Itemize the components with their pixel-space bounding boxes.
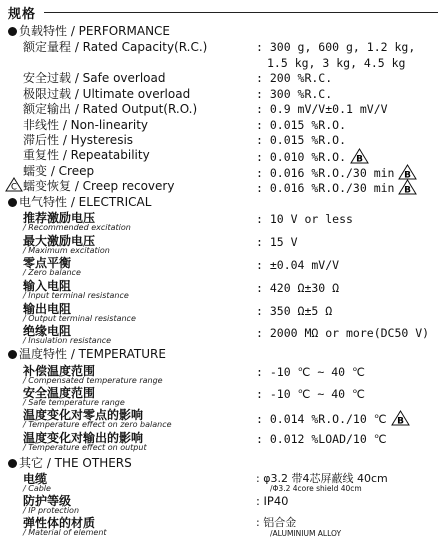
- row-non-linearity-label: 非线性 / Non-linearity: [23, 118, 149, 132]
- row-maximum-excitation-value: : 15 V: [256, 235, 298, 249]
- row-output-resistance-sub: / Output terminal resistance: [23, 314, 136, 323]
- svg-text:B: B: [356, 154, 363, 164]
- row-ip-sub: / IP protection: [23, 506, 80, 515]
- row-compensated-temp-label: 补偿温度范围: [23, 364, 96, 378]
- value-text: : 0.016 %R.O./30 min: [256, 181, 395, 195]
- row-rated-capacity-label: 额定量程 / Rated Capacity(R.C.): [23, 40, 208, 54]
- row-compensated-temp-sub: / Compensated temperature range: [23, 376, 163, 385]
- row-hysteresis-label: 滞后性 / Hysteresis: [23, 133, 134, 147]
- row-ultimate-overload-value: : 300 %R.C.: [256, 87, 333, 101]
- section-performance: [8, 23, 170, 39]
- row-insulation-resistance-label: 绝缘电阻: [23, 324, 72, 338]
- spec-header: [8, 2, 438, 22]
- row-safe-temp-sub: / Safe temperature range: [23, 398, 125, 407]
- value-text: : 0.014 %R.O./10 ℃: [256, 412, 387, 426]
- row-material-label: 弹性体的材质: [23, 516, 96, 530]
- spec-title: 规格: [8, 7, 37, 22]
- bullet-icon: [8, 198, 17, 207]
- value-text: : 0.016 %R.O./30 min: [256, 166, 395, 180]
- row-cable-value: : φ3.2 带4芯屏蔽线 40cm: [256, 472, 388, 485]
- section-title: 负载特性 / PERFORMANCE: [19, 24, 171, 38]
- row-non-linearity-value: : 0.015 %R.O.: [256, 118, 347, 132]
- row-recommended-excitation-label: 推荐激励电压: [23, 211, 96, 225]
- section-temperature: [8, 346, 166, 362]
- row-material-value: : 铝合金: [256, 516, 297, 529]
- triangle-marker-icon: [398, 179, 417, 195]
- svg-text:B: B: [404, 185, 412, 195]
- title-rule: [44, 12, 438, 13]
- row-rated-output-value: : 0.9 mV/V±0.1 mV/V: [256, 102, 388, 116]
- row-insulation-resistance-value: : 2000 MΩ or more(DC50 V): [256, 326, 430, 340]
- row-repeatability-label: 重复性 / Repeatability: [23, 148, 150, 162]
- row-temp-zero-label: 温度变化对零点的影响: [23, 408, 144, 422]
- row-material-value-sub: /ALUMINIUM ALLOY: [270, 529, 342, 538]
- triangle-marker-icon: [398, 164, 417, 180]
- row-temp-output-sub: / Temperature effect on output: [23, 443, 147, 452]
- row-insulation-resistance-sub: / Insulation resistance: [23, 336, 112, 345]
- triangle-marker-left-icon: [5, 177, 23, 192]
- row-safe-overload-value: : 200 %R.C.: [256, 71, 333, 85]
- section-title: 温度特性 / TEMPERATURE: [19, 347, 166, 361]
- triangle-marker-icon: [391, 410, 410, 426]
- row-material-sub: / Material of element: [23, 528, 107, 537]
- bullet-icon: [8, 27, 17, 36]
- row-compensated-temp-value: : -10 ℃ ~ 40 ℃: [256, 365, 365, 379]
- section-title: 其它 / THE OTHERS: [19, 456, 132, 470]
- row-ip-label: 防护等级: [23, 494, 72, 508]
- row-cable-label: 电缆: [23, 472, 48, 486]
- row-safe-temp-label: 安全温度范围: [23, 386, 96, 400]
- row-temp-zero-sub: / Temperature effect on zero balance: [23, 420, 172, 429]
- svg-text:B: B: [396, 416, 404, 426]
- row-cable-value-sub: /Φ3.2 4core shield 40cm: [270, 484, 362, 493]
- row-cable-sub: / Cable: [23, 484, 51, 493]
- row-repeatability-value: [256, 148, 369, 165]
- svg-text:B: B: [404, 170, 412, 180]
- row-temp-output-label: 温度变化对输出的影响: [23, 431, 144, 445]
- triangle-marker-icon: [350, 148, 369, 164]
- row-zero-balance-label: 零点平衡: [23, 256, 72, 270]
- row-recommended-excitation-sub: / Recommended excitation: [23, 223, 131, 232]
- row-input-resistance-label: 输入电阻: [23, 279, 72, 293]
- row-recommended-excitation-value: : 10 V or less: [256, 212, 353, 226]
- section-title: 电气特性 / ELECTRICAL: [19, 195, 152, 209]
- row-zero-balance-value: : ±0.04 mV/V: [256, 258, 340, 272]
- row-creep-label: 蠕变 / Creep: [23, 164, 95, 178]
- section-others: [8, 455, 132, 471]
- row-maximum-excitation-label: 最大激励电压: [23, 234, 96, 248]
- row-rated-capacity-value-2: 1.5 kg, 3 kg, 4.5 kg: [267, 56, 406, 70]
- row-creep-recovery-label: 蠕变恢复 / Creep recovery: [23, 179, 175, 193]
- row-creep-recovery-value: [256, 179, 417, 196]
- row-temp-output-value: : 0.012 %LOAD/10 ℃: [256, 432, 387, 446]
- row-ultimate-overload-label: 极限过载 / Ultimate overload: [23, 87, 191, 101]
- svg-text:C: C: [11, 182, 17, 192]
- value-text: : 0.010 %R.O.: [256, 150, 347, 164]
- row-rated-capacity-value: : 300 g, 600 g, 1.2 kg,: [256, 40, 416, 54]
- bullet-icon: [8, 459, 17, 468]
- row-temp-zero-value: [256, 410, 410, 427]
- row-ip-value: : IP40: [256, 494, 289, 508]
- row-hysteresis-value: : 0.015 %R.O.: [256, 133, 347, 147]
- section-electrical: [8, 194, 151, 210]
- row-safe-temp-value: : -10 ℃ ~ 40 ℃: [256, 387, 365, 401]
- row-output-resistance-value: : 350 Ω±5 Ω: [256, 304, 333, 318]
- row-input-resistance-sub: / Input terminal resistance: [23, 291, 129, 300]
- row-safe-overload-label: 安全过载 / Safe overload: [23, 71, 166, 85]
- row-input-resistance-value: : 420 Ω±30 Ω: [256, 281, 340, 295]
- row-maximum-excitation-sub: / Maximum excitation: [23, 246, 110, 255]
- row-output-resistance-label: 输出电阻: [23, 302, 72, 316]
- row-rated-output-label: 额定输出 / Rated Output(R.O.): [23, 102, 198, 116]
- bullet-icon: [8, 350, 17, 359]
- row-zero-balance-sub: / Zero balance: [23, 268, 81, 277]
